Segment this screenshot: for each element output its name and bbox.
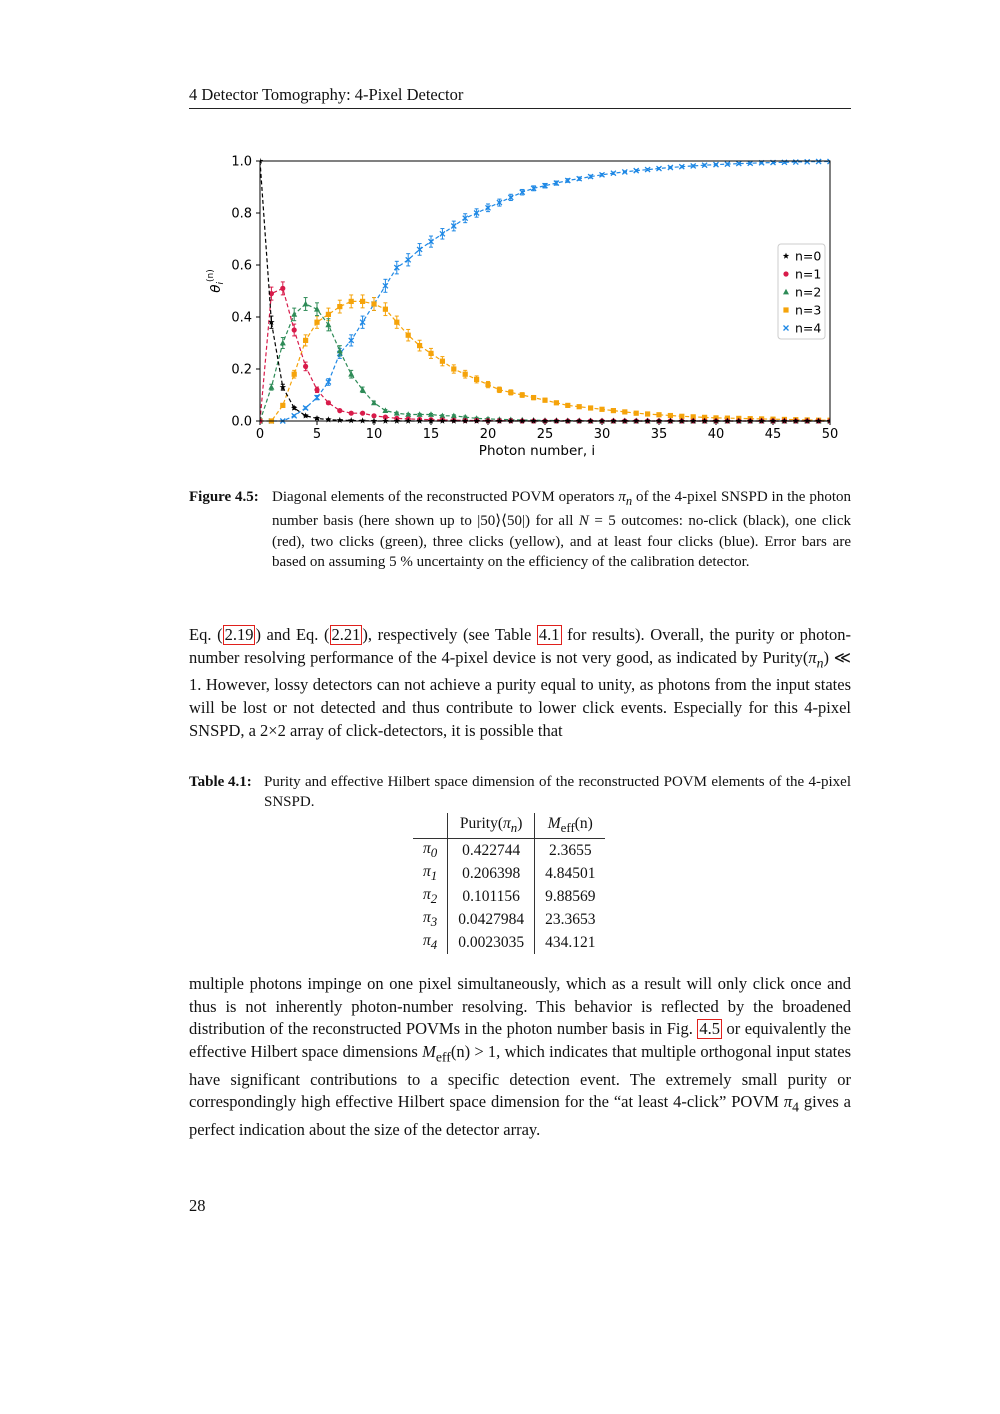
data-point	[406, 333, 411, 338]
x-tick-label: 35	[650, 427, 668, 442]
text-span: ) and Eq. (	[255, 625, 330, 644]
meff-cell: 434.121	[545, 933, 596, 951]
caption-part: = 5 outcomes: no-click (black), one click (red), two clicks (green), three clicks (yellow), and at least four clicks (blue). Error bars are based on assuming 5 % uncertainty on the efficiency of the calibration detector.	[272, 513, 851, 571]
table-row	[413, 862, 605, 885]
x-tick-label: 15	[422, 427, 440, 442]
purity-cell: 0.101156	[448, 885, 535, 908]
eq-2-19-link[interactable]: 2.19	[224, 625, 254, 644]
series-n2	[257, 298, 833, 424]
row-sub: 4	[430, 937, 438, 953]
data-point	[303, 406, 308, 411]
legend-marker	[783, 307, 788, 312]
table-row	[413, 931, 605, 954]
data-point	[474, 377, 479, 382]
eq-2-21-link[interactable]: 2.21	[331, 625, 361, 644]
y-tick-label: 0.2	[231, 362, 252, 378]
running-header-title: 4 Detector Tomography: 4-Pixel Detector	[189, 85, 464, 104]
x-tick-label: 10	[365, 427, 383, 442]
page-number: 28	[189, 1196, 206, 1215]
meff-cell: 9.88569	[545, 887, 596, 905]
data-point	[325, 416, 331, 422]
data-point	[302, 412, 308, 418]
purity-cell: 0.422744	[448, 839, 535, 863]
y-tick-label: 0.0	[231, 414, 252, 430]
data-point	[292, 372, 297, 377]
paragraph-2	[189, 973, 851, 1142]
row-sub: 3	[430, 914, 438, 930]
header-purity-close: )	[517, 814, 523, 832]
table-caption-label: Table 4.1:	[189, 774, 252, 790]
data-point	[291, 311, 297, 317]
caption-n: n	[625, 494, 633, 508]
series-line	[260, 304, 830, 421]
data-point	[577, 404, 582, 409]
data-point	[668, 413, 673, 418]
M-symbol: M	[422, 1041, 436, 1061]
row-pi: π	[423, 908, 431, 926]
y-tick-label: 0.4	[231, 310, 252, 326]
data-point	[428, 351, 433, 356]
purity-cell: 0.0023035	[448, 931, 535, 954]
row-label	[413, 885, 448, 908]
n-symbol: n	[816, 654, 824, 670]
y-tick-label: 0.8	[231, 206, 252, 222]
data-point	[622, 409, 627, 414]
data-point	[314, 415, 320, 421]
text-span: ), respectively (see Table	[362, 625, 537, 644]
fig-4-5-link[interactable]: 4.5	[699, 1019, 720, 1039]
data-point	[383, 307, 388, 312]
row-label	[413, 931, 448, 954]
row-label	[413, 862, 448, 885]
x-tick-label: 0	[255, 427, 265, 442]
data-point	[337, 417, 343, 423]
data-point	[314, 387, 319, 392]
data-point	[337, 408, 342, 413]
pi-symbol: π	[783, 1092, 793, 1112]
header-purity-text: Purity(	[459, 814, 503, 832]
row-pi: π	[423, 931, 431, 949]
figure-caption-label: Figure 4.5:	[189, 489, 259, 505]
row-pi: π	[423, 839, 431, 857]
figure-caption-text	[272, 487, 851, 573]
table-row	[413, 908, 605, 931]
series-n4	[258, 159, 833, 423]
meff-cell: 2.3655	[548, 841, 592, 859]
table-row	[413, 885, 605, 908]
row-pi: π	[423, 885, 431, 903]
data-point	[531, 395, 536, 400]
data-point	[348, 417, 354, 423]
caption-pi: π	[618, 489, 626, 505]
data-point	[337, 304, 342, 309]
series-n0	[257, 158, 833, 424]
data-point	[314, 320, 319, 325]
data-point	[382, 407, 388, 413]
plot-frame	[260, 161, 830, 421]
povm-diagonal-chart	[195, 148, 845, 468]
legend-label: n=0	[795, 248, 822, 264]
data-point	[360, 411, 365, 416]
pi-symbol: π	[808, 647, 817, 667]
series-line	[260, 162, 830, 422]
data-point	[440, 359, 445, 364]
y-tick-label: 0.6	[231, 258, 252, 274]
x-tick-label: 25	[536, 427, 554, 442]
data-point	[565, 403, 570, 408]
x-tick-label: 5	[312, 427, 322, 442]
text-span: Eq. (	[189, 625, 223, 644]
data-point	[451, 366, 456, 371]
series-line	[260, 161, 830, 421]
data-point	[280, 403, 285, 408]
legend-label: n=1	[795, 266, 822, 282]
header-eff: eff	[560, 820, 575, 836]
x-tick-label: 20	[479, 427, 497, 442]
row-sub: 0	[430, 845, 438, 861]
caption-N: N	[578, 513, 589, 530]
caption-part: Diagonal elements of the reconstructed POVM operators	[272, 489, 619, 505]
figure-caption	[189, 487, 851, 573]
data-point	[303, 364, 308, 369]
data-point	[599, 407, 604, 412]
header-purity	[448, 813, 535, 839]
table-row	[413, 839, 605, 863]
x-tick-label: 50	[821, 427, 839, 442]
data-point	[508, 390, 513, 395]
table-4-1-link[interactable]: 4.1	[538, 625, 560, 644]
purity-table	[413, 813, 605, 954]
header-n: n	[510, 820, 518, 836]
text-span: gives a perfect indication about the size of the detector array.	[189, 1092, 851, 1140]
data-point	[349, 411, 354, 416]
data-point	[303, 301, 309, 307]
data-point	[326, 312, 331, 317]
data-point	[463, 372, 468, 377]
text-span: for results). Overall, the purity or photon-number resolving performance of the 4-pixel device is not very good, as indicated by Purity(	[189, 625, 851, 667]
data-point	[656, 412, 661, 417]
data-point	[645, 411, 650, 416]
x-tick-label: 45	[764, 427, 782, 442]
header-pi: π	[502, 814, 511, 832]
legend-marker	[783, 271, 788, 276]
data-point	[348, 371, 354, 377]
x-tick-label: 40	[707, 427, 725, 442]
data-point	[360, 299, 365, 304]
series-line	[260, 301, 830, 421]
data-point	[634, 411, 639, 416]
data-point	[394, 320, 399, 325]
data-point	[371, 301, 376, 306]
data-point	[497, 387, 502, 392]
row-label	[413, 908, 448, 931]
legend-label: n=4	[795, 320, 822, 336]
row-sub: 2	[430, 891, 438, 907]
x-tick-label: 30	[593, 427, 611, 442]
header-M: M	[547, 814, 561, 832]
header-meff	[535, 813, 606, 839]
data-point	[359, 417, 365, 423]
data-point	[268, 384, 274, 390]
arg-span: (n)	[450, 1041, 471, 1061]
data-point	[292, 327, 297, 332]
data-point	[554, 400, 559, 405]
data-point	[588, 405, 593, 410]
text-span: > 1, which indicates that multiple orthogonal input states have significant contributions to a specific detection event. The extremely small purity or correspondingly high effective Hilbert space dimension for the “at least 4-click” POVM	[189, 1041, 852, 1112]
header-arg: (n)	[574, 814, 593, 832]
caption-part: of the 4-pixel SNSPD in the photon number basis (here shown up to |50⟩⟨50|) for all	[272, 489, 851, 530]
text-span: multiple photons impinge on one pixel simultaneously, which as a result will only click once and thus is not inherently photon-number resolving. This behavior is reflected by the broadened distribution of the reconstructed POVMs in the photon number basis in Fig.	[189, 974, 851, 1039]
data-point	[303, 338, 308, 343]
data-point	[280, 340, 286, 346]
purity-cell: 0.206398	[448, 862, 535, 885]
data-point	[520, 392, 525, 397]
sub-4: 4	[792, 1099, 799, 1115]
purity-cell: 0.0427984	[448, 908, 535, 931]
legend-label: n=2	[795, 284, 822, 300]
running-header	[189, 84, 851, 109]
data-point	[280, 286, 285, 291]
data-point	[611, 408, 616, 413]
row-pi: π	[423, 862, 431, 880]
row-label	[413, 839, 448, 863]
table-caption	[189, 772, 851, 813]
table-caption-text: Purity and effective Hilbert space dimension of the reconstructed POVM elements of the 4-pixel SNSPD.	[264, 774, 851, 811]
header-empty	[413, 813, 448, 839]
data-point	[292, 413, 297, 418]
y-axis-label: $\theta_i^{(n)}$	[206, 269, 226, 293]
x-axis-label: Photon number, i	[478, 443, 596, 459]
data-point	[451, 413, 457, 419]
y-tick-label: 1.0	[231, 154, 252, 170]
table-header-row	[413, 813, 605, 839]
eff-sub: eff	[435, 1049, 451, 1065]
row-sub: 1	[430, 868, 438, 884]
data-point	[349, 299, 354, 304]
meff-cell: 23.3653	[545, 910, 596, 928]
data-point	[485, 382, 490, 387]
legend-label: n=3	[795, 302, 822, 318]
data-point	[542, 398, 547, 403]
data-point	[417, 343, 422, 348]
data-point	[326, 400, 331, 405]
meff-cell: 4.84501	[545, 864, 596, 882]
text-span: ) ≪ 1. However, lossy detectors can not achieve a purity equal to unity, as photons from the input states will be lost or not detected and thus contribute to lower click events. Especially for this 4-pixel SNSPD, a 2×2 array of click-detectors, it is possible that	[189, 647, 851, 740]
text-span: or equivalently the effective Hilbert space dimensions	[189, 1019, 851, 1061]
legend	[778, 244, 825, 339]
paragraph-1	[189, 624, 851, 742]
